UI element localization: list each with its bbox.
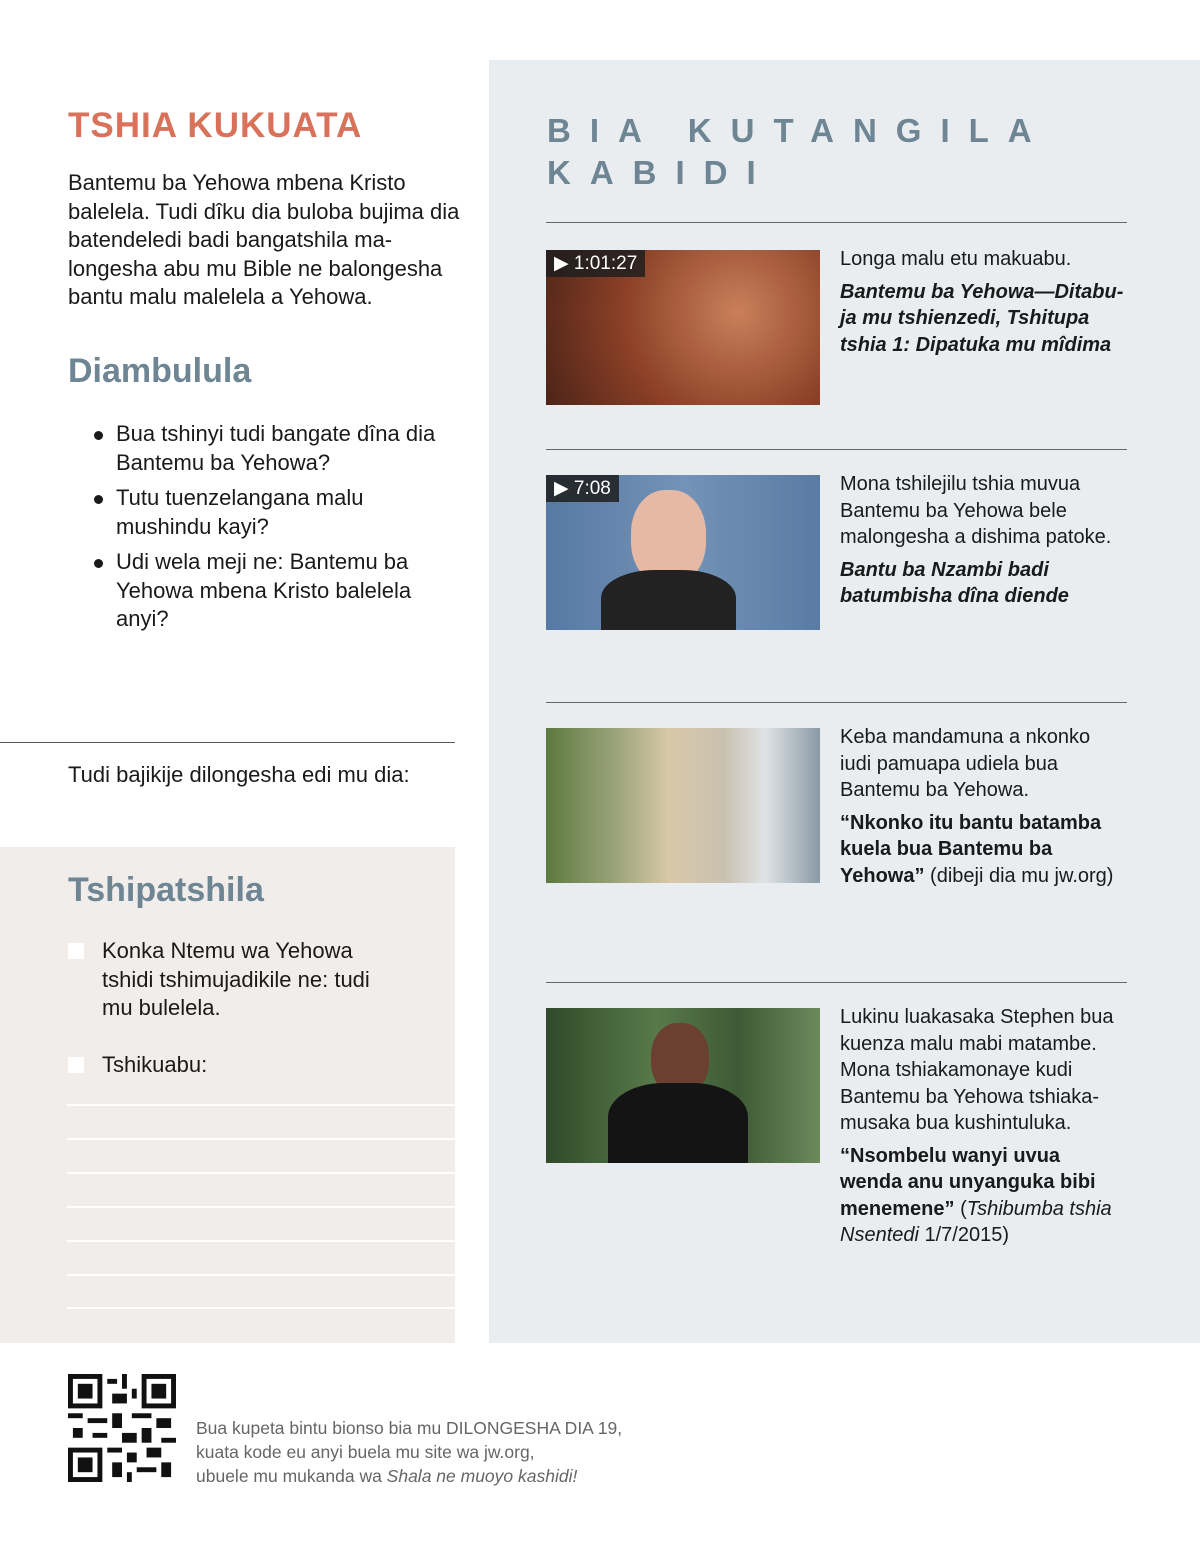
divider (546, 702, 1127, 703)
review-questions (92, 420, 442, 641)
article-image (546, 1008, 820, 1163)
writing-line[interactable] (67, 1274, 455, 1276)
divider (546, 982, 1127, 983)
article-title-text: “Nsombelu wanyi uvua wenda anu unyanguka bibi menemene” (840, 1144, 1096, 1220)
article-title-text: “Nkonko itu bantu batamba kuela bua Bantemu ba Yehowa” (840, 811, 1102, 887)
review-section-heading: BIA KUTANGILA KABIDI (547, 112, 1050, 191)
review-heading: Diambulula (68, 352, 252, 390)
video-duration: ▶ 1:01:27 (546, 250, 645, 277)
divider (0, 742, 455, 743)
divider (546, 449, 1127, 450)
desc-text: Longa malu etu makuabu. (840, 248, 1072, 270)
other-label: Tshikuabu: (102, 1052, 208, 1077)
writing-line[interactable] (67, 1240, 455, 1242)
writing-line[interactable] (67, 1172, 455, 1174)
article-source: (dibeji dia mu jw.org) (930, 864, 1114, 887)
desc-text: Mona tshilejilu tshia muvua Bantemu ba Yehowa bele malongesha a dishima patoke. (840, 473, 1112, 548)
question-item: Udi wela meji ne: Bantemu ba Yehowa mbena Kristo balelela anyi? (92, 548, 442, 634)
footer-text (196, 1416, 622, 1488)
writing-line[interactable] (67, 1206, 455, 1208)
footer-text-plain: ubuele mu mukanda wa (196, 1466, 387, 1486)
article-image (546, 728, 820, 883)
page-title: TSHIA KUKUATA (68, 106, 363, 145)
article-source: Tshibumba tshia Nsentedi (840, 1197, 1112, 1246)
video-title[interactable]: Bantemu ba Yehowa—Ditabu-ja mu tshienzedi, Tshitupa tshia 1: Dipatuka mu mîdima (840, 280, 1124, 356)
resource-description (840, 1004, 1125, 1249)
goal-text: Konka Ntemu wa Yehowa tshidi tshimujadikile ne: tudi mu bulelela. (102, 938, 370, 1020)
question-item: Bua tshinyi tudi bangate dîna dia Bantemu ba Yehowa? (92, 420, 442, 477)
resource-description (840, 724, 1125, 889)
video-title[interactable]: Bantu ba Nzambi badi batumbisha dîna diende (840, 558, 1069, 607)
article-title[interactable] (840, 1143, 1125, 1249)
qr-code[interactable] (67, 1374, 177, 1482)
source-paren: ( (960, 1197, 967, 1220)
book-title: Shala ne muoyo kashidi! (386, 1466, 578, 1486)
resource-description (840, 246, 1125, 358)
writing-line[interactable] (67, 1104, 455, 1106)
video-duration: ▶ 7:08 (546, 475, 619, 502)
divider (546, 222, 1127, 223)
goal-checkbox[interactable] (68, 943, 84, 959)
question-item: Tutu tuenzelangana malu mushindu kayi? (92, 484, 442, 541)
other-checkbox[interactable] (68, 1057, 84, 1073)
goal-heading: Tshipatshila (68, 871, 264, 909)
desc-text: Keba mandamuna a nkonko iudi pamuapa udiela bua Bantemu ba Yehowa. (840, 726, 1091, 801)
footer-line: Bua kupeta bintu bionso bia mu DILONGESHA DIA 19, (196, 1418, 623, 1438)
footer-line: kuata kode eu anyi buela mu site wa jw.org, (196, 1442, 535, 1462)
goal-panel (0, 847, 455, 1343)
intro-text: Bantemu ba Yehowa mbena Kristo balelela. Tudi dîku dia buloba bujima dia batendeledi badi bangatshila ma-longesha abu mu Bible ne balongesha bantu malu malelela a Yehowa. (68, 170, 460, 309)
source-date: 1/7/2015) (918, 1224, 1010, 1246)
video-thumbnail[interactable] (546, 475, 820, 630)
next-lesson-label: Tudi bajikije dilongesha edi mu dia: (68, 762, 410, 787)
article-title[interactable] (840, 810, 1125, 890)
writing-line[interactable] (67, 1307, 455, 1309)
writing-line[interactable] (67, 1138, 455, 1140)
video-thumbnail[interactable] (546, 250, 820, 405)
resource-description (840, 471, 1125, 610)
footer-line (196, 1464, 622, 1488)
desc-text: Lukinu luakasaka Stephen bua kuenza malu mabi matambe. Mona tshiakamonaye kudi Bantemu ba Yehowa tshiaka-musaka bua kushintuluka. (840, 1006, 1114, 1134)
